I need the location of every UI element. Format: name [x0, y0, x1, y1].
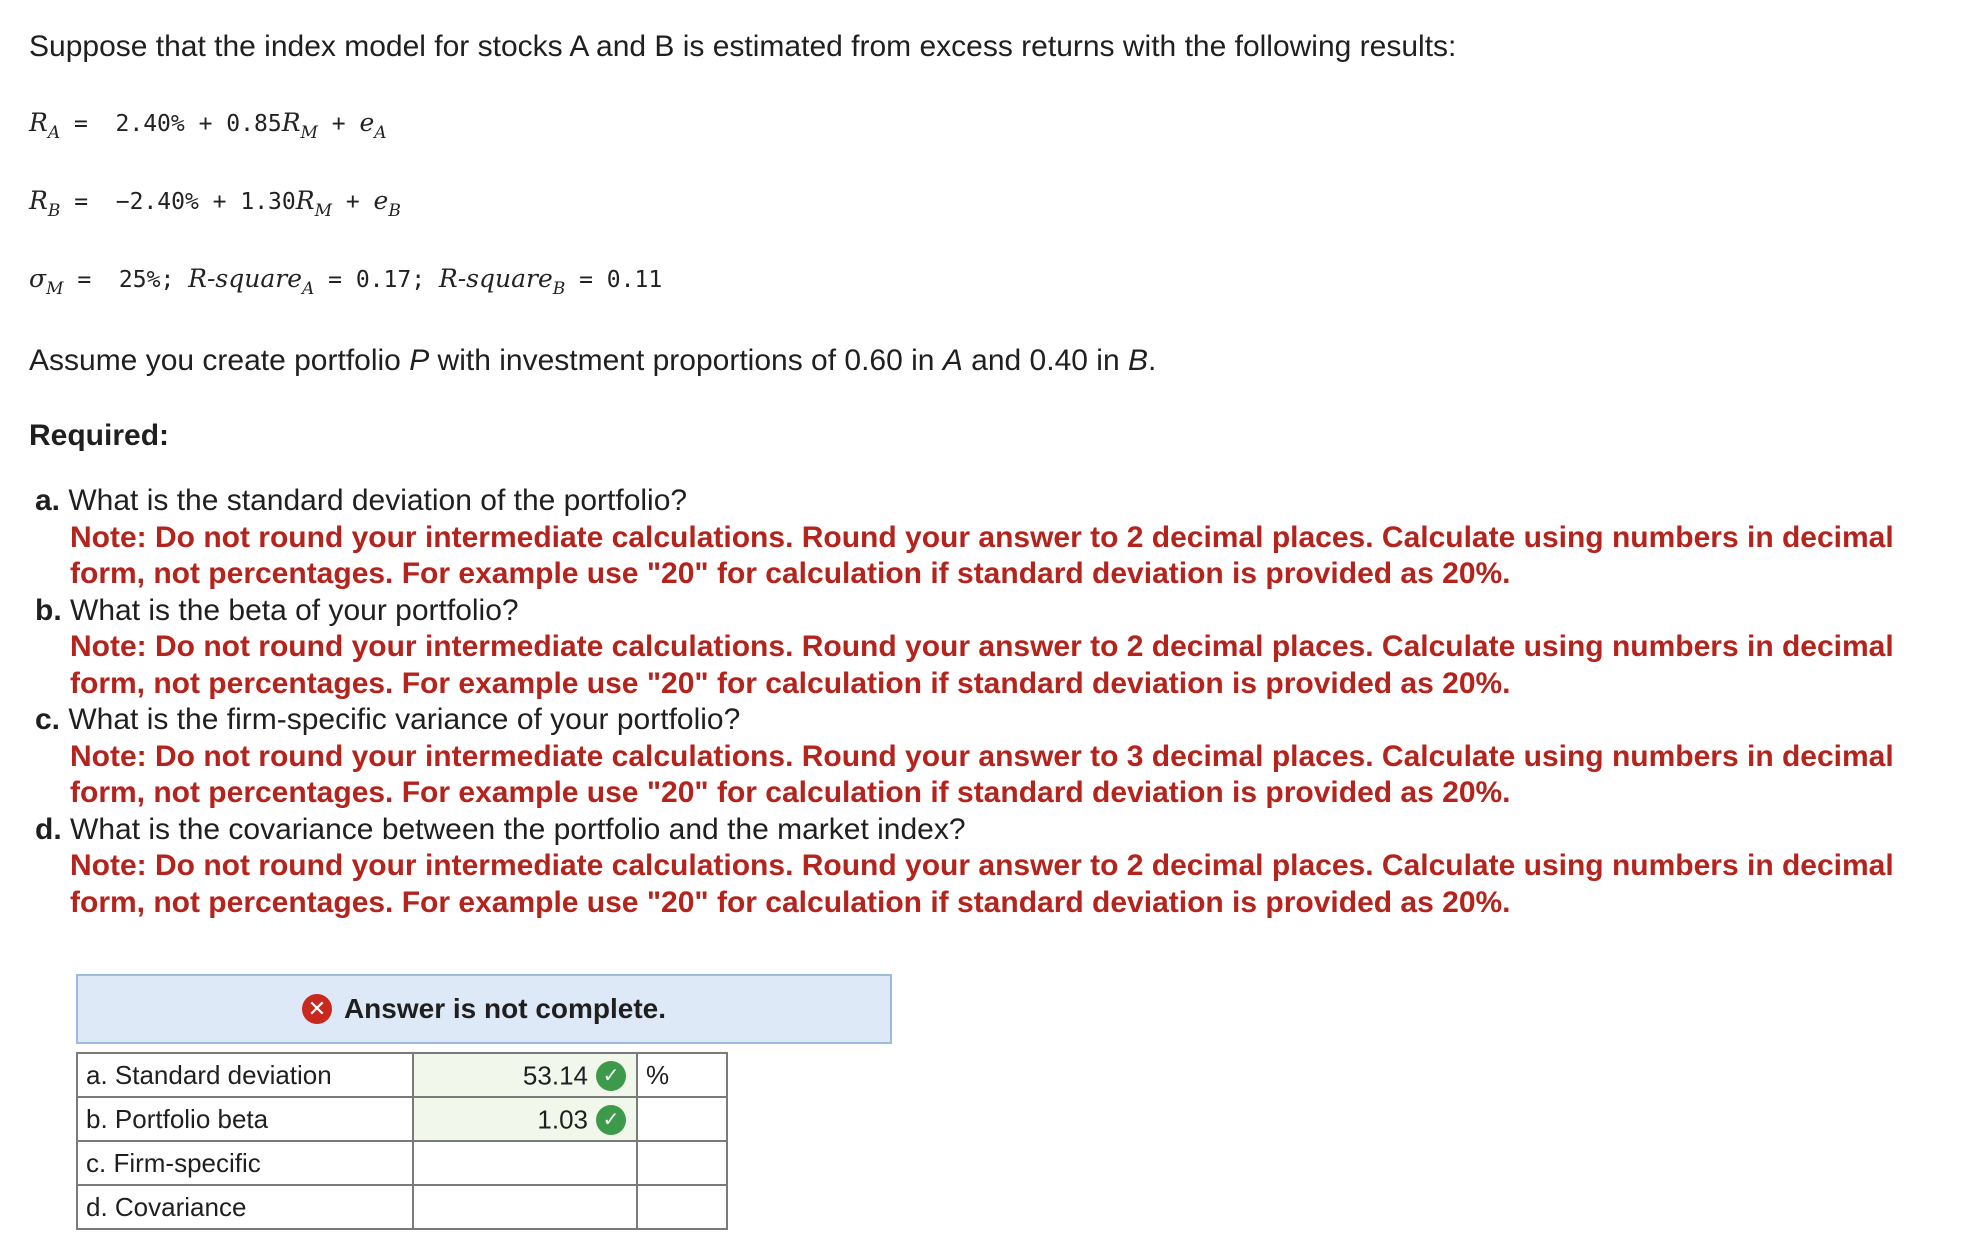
equation-sigma: $\sigma_M = 25\%$; R-square$_A$ = 0.17; R-square$_B$ = 0.11 [29, 264, 663, 299]
required-heading: Required: [29, 419, 170, 452]
unit-label [637, 1185, 727, 1229]
question-list [35, 483, 1955, 921]
check-circle-icon: ✓ [596, 1061, 626, 1091]
row-label: a. Standard deviation [77, 1053, 413, 1097]
intro-text: Suppose that the index model for stocks A and B is estimated from excess returns with the following results: [29, 30, 1457, 63]
unit-label: % [637, 1053, 727, 1097]
note-b: Note: Do not round your intermediate calculations. Round your answer to 2 decimal places. Calculate using numbers in decimal form, not percentages. For example use "20" for calculation if standard deviation is provided as 20%. [70, 630, 1894, 700]
table-row [77, 1053, 727, 1097]
answer-input-portfolio-beta[interactable]: 1.03 ✓ [413, 1097, 637, 1141]
table-row [77, 1185, 727, 1229]
row-label: d. Covariance [77, 1185, 413, 1229]
unit-label [637, 1141, 727, 1185]
answer-input-standard-deviation[interactable]: 53.14 ✓ [413, 1053, 637, 1097]
question-d: d. What is the covariance between the portfolio and the market index? [35, 812, 966, 846]
unit-label [637, 1097, 727, 1141]
note-c: Note: Do not round your intermediate calculations. Round your answer to 3 decimal places. Calculate using numbers in decimal form, not percentages. For example use "20" for calculation if standard deviation is provided as 20%. [70, 739, 1894, 809]
question-b: b. What is the beta of your portfolio? [35, 593, 519, 627]
note-a: Note: Do not round your intermediate calculations. Round your answer to 2 decimal places. Calculate using numbers in decimal form, not percentages. For example use "20" for calculation if standard deviation is provided as 20%. [70, 520, 1894, 590]
note-d: Note: Do not round your intermediate calculations. Round your answer to 2 decimal places. Calculate using numbers in decimal form, not percentages. For example use "20" for calculation if standard deviation is provided as 20%. [70, 849, 1894, 919]
equation-ra: $R_A = 2.40\% + 0.85R_M + e_A$ [29, 108, 387, 143]
check-circle-icon: ✓ [596, 1105, 626, 1135]
table-row [77, 1097, 727, 1141]
table-row [77, 1141, 727, 1185]
equation-rb: $R_B = -2.40\% + 1.30R_M + e_B$ [29, 186, 401, 221]
x-circle-icon: ✕ [302, 994, 332, 1024]
assume-text: Assume you create portfolio P with investment proportions of 0.60 in A and 0.40 in B. [29, 344, 1157, 377]
answer-table [76, 1052, 728, 1230]
question-a: a. What is the standard deviation of the portfolio? [35, 484, 688, 517]
answer-status-text: Answer is not complete. [343, 993, 667, 1024]
row-label: c. Firm-specific [77, 1141, 413, 1185]
row-label: b. Portfolio beta [77, 1097, 413, 1141]
answer-input-firm-specific[interactable] [413, 1141, 637, 1185]
answer-status-banner [76, 974, 892, 1044]
question-c: c. What is the firm-specific variance of your portfolio? [35, 703, 741, 736]
answer-input-covariance[interactable] [413, 1185, 637, 1229]
